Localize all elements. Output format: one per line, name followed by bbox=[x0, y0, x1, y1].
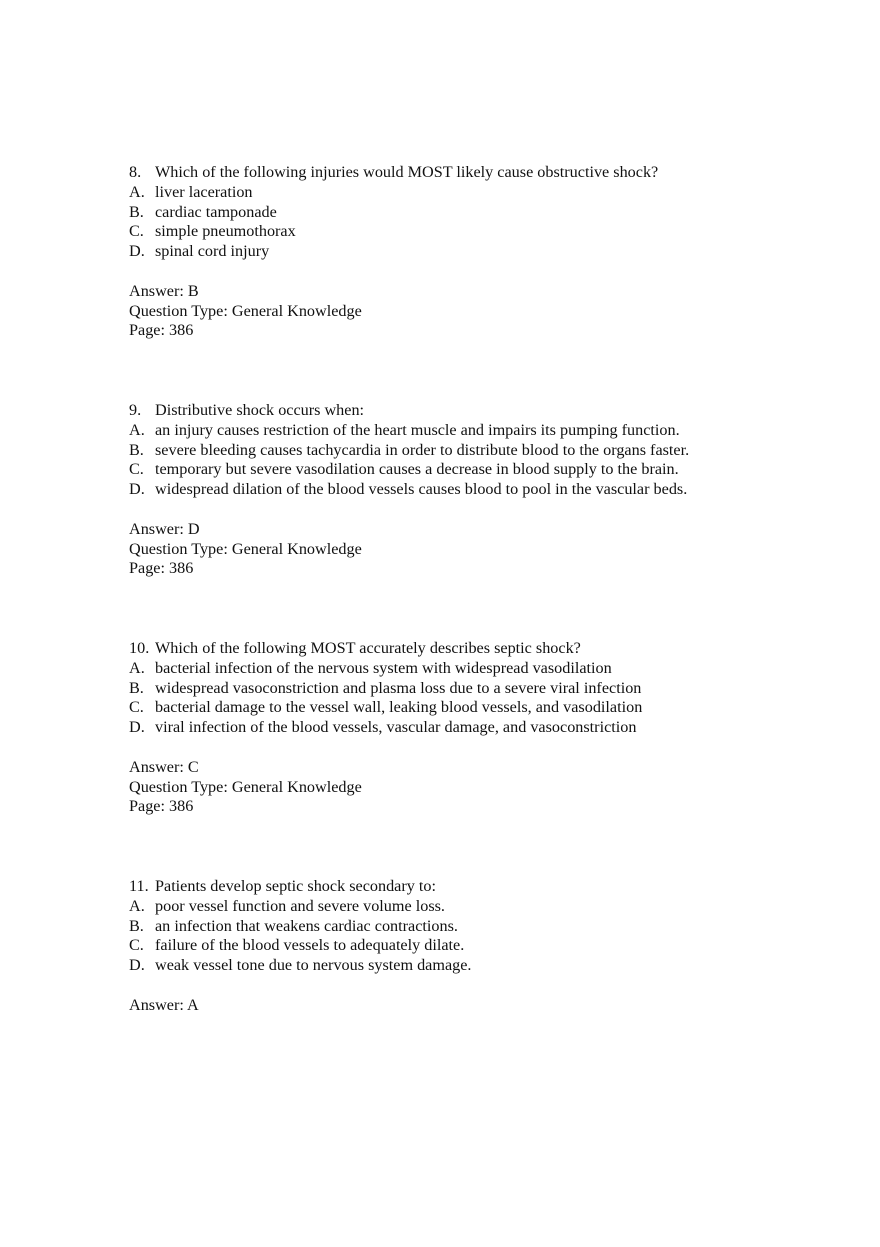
option-text: viral infection of the blood vessels, vascular damage, and vasoconstriction bbox=[155, 718, 637, 737]
question-11 bbox=[129, 877, 829, 1016]
question-type: Question Type: General Knowledge bbox=[129, 777, 362, 796]
option-text: liver laceration bbox=[155, 182, 253, 201]
option-label: D. bbox=[129, 242, 145, 261]
page-reference: Page: 386 bbox=[129, 797, 194, 816]
option-label: B. bbox=[129, 440, 144, 459]
option-label: D. bbox=[129, 956, 145, 975]
option-label: C. bbox=[129, 698, 144, 717]
question-stem bbox=[129, 877, 829, 897]
option-text: bacterial damage to the vessel wall, leaking blood vessels, and vasodilation bbox=[155, 698, 643, 717]
question-text: Distributive shock occurs when: bbox=[155, 401, 365, 419]
question-stem bbox=[129, 163, 829, 183]
option-a bbox=[129, 421, 829, 441]
question-number: 10. bbox=[129, 639, 150, 657]
question-number: 8. bbox=[129, 163, 142, 181]
option-b bbox=[129, 203, 829, 223]
option-text: bacterial infection of the nervous system with widespread vasodilation bbox=[155, 658, 612, 677]
option-b bbox=[129, 679, 829, 699]
question-text: Patients develop septic shock secondary to: bbox=[155, 877, 436, 895]
spacer bbox=[129, 976, 829, 996]
option-text: an infection that weakens cardiac contractions. bbox=[155, 916, 458, 935]
question-10 bbox=[129, 639, 829, 817]
question-number: 11. bbox=[129, 877, 149, 895]
option-text: temporary but severe vasodilation causes a decrease in blood supply to the brain. bbox=[155, 460, 679, 479]
option-b bbox=[129, 917, 829, 937]
option-label: C. bbox=[129, 936, 144, 955]
option-label: D. bbox=[129, 480, 145, 499]
option-c bbox=[129, 222, 829, 242]
option-text: weak vessel tone due to nervous system damage. bbox=[155, 956, 472, 975]
spacer bbox=[129, 262, 829, 282]
option-d bbox=[129, 956, 829, 976]
option-a bbox=[129, 659, 829, 679]
page-reference: Page: 386 bbox=[129, 321, 194, 340]
spacer bbox=[129, 738, 829, 758]
answer: Answer: A bbox=[129, 995, 199, 1014]
option-d bbox=[129, 480, 829, 500]
option-c bbox=[129, 698, 829, 718]
question-text: Which of the following injuries would MOST likely cause obstructive shock? bbox=[155, 163, 659, 181]
option-a bbox=[129, 897, 829, 917]
option-label: D. bbox=[129, 718, 145, 737]
question-type: Question Type: General Knowledge bbox=[129, 539, 362, 558]
option-label: A. bbox=[129, 420, 145, 439]
option-text: simple pneumothorax bbox=[155, 222, 296, 241]
option-text: poor vessel function and severe volume loss. bbox=[155, 896, 445, 915]
option-label: B. bbox=[129, 916, 144, 935]
option-c bbox=[129, 460, 829, 480]
option-text: widespread vasoconstriction and plasma loss due to a severe viral infection bbox=[155, 678, 642, 697]
option-label: C. bbox=[129, 222, 144, 241]
question-type: Question Type: General Knowledge bbox=[129, 301, 362, 320]
option-c bbox=[129, 936, 829, 956]
option-text: severe bleeding causes tachycardia in order to distribute blood to the organs faster. bbox=[155, 440, 690, 459]
option-text: widespread dilation of the blood vessels causes blood to pool in the vascular beds. bbox=[155, 480, 688, 499]
option-a bbox=[129, 183, 829, 203]
answer: Answer: C bbox=[129, 757, 199, 776]
question-text: Which of the following MOST accurately describes septic shock? bbox=[155, 639, 581, 657]
option-label: B. bbox=[129, 202, 144, 221]
question-number: 9. bbox=[129, 401, 142, 419]
answer: Answer: B bbox=[129, 281, 199, 300]
option-d bbox=[129, 718, 829, 738]
option-text: spinal cord injury bbox=[155, 242, 270, 261]
question-9 bbox=[129, 401, 829, 579]
option-label: A. bbox=[129, 182, 145, 201]
option-text: cardiac tamponade bbox=[155, 202, 277, 221]
question-stem bbox=[129, 401, 829, 421]
option-label: B. bbox=[129, 678, 144, 697]
question-8 bbox=[129, 163, 829, 341]
option-text: failure of the blood vessels to adequately dilate. bbox=[155, 936, 465, 955]
option-label: A. bbox=[129, 896, 145, 915]
option-d bbox=[129, 242, 829, 262]
option-label: A. bbox=[129, 658, 145, 677]
option-text: an injury causes restriction of the heart muscle and impairs its pumping function. bbox=[155, 420, 680, 439]
spacer bbox=[129, 500, 829, 520]
page-reference: Page: 386 bbox=[129, 559, 194, 578]
question-stem bbox=[129, 639, 829, 659]
option-label: C. bbox=[129, 460, 144, 479]
option-b bbox=[129, 441, 829, 461]
answer: Answer: D bbox=[129, 519, 200, 538]
